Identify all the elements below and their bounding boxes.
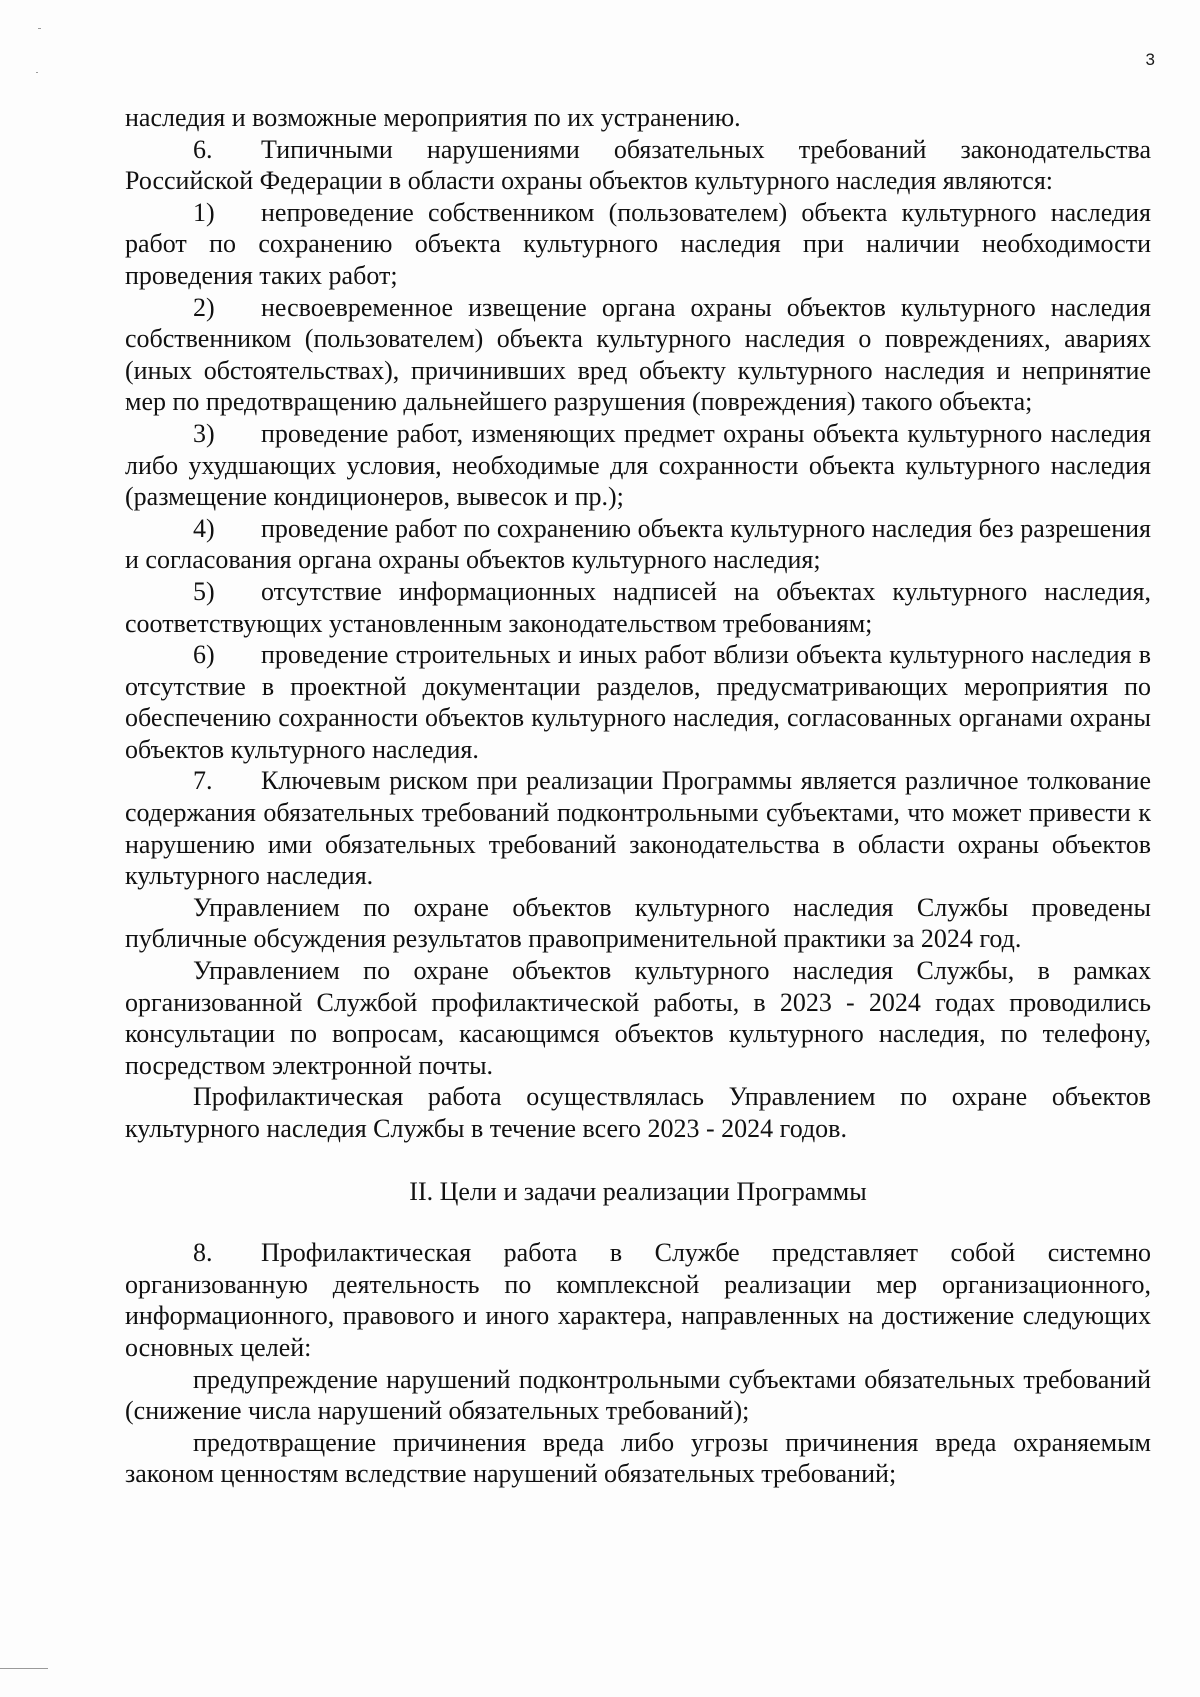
numbered-paragraph [125, 513, 1151, 576]
numbered-paragraph [125, 418, 1151, 513]
numbered-paragraph [125, 134, 1151, 197]
paragraph-number: 2) [193, 292, 215, 322]
paragraph [125, 102, 1151, 134]
paragraph-number: 4) [193, 513, 215, 543]
paragraph-text: Профилактическая работа в Службе представляет собой системно организованную деятельность по комплексной реализации мер организационного, информационного, правового и иного характера, направленных на достижение следующих основных целей: [125, 1238, 1151, 1362]
paragraph-text: Типичными нарушениями обязательных требований законодательства Российской Федерации в области охраны объектов культурного наследия являются: [125, 134, 1151, 196]
paragraph-text: Профилактическая работа осуществлялась Управлением по охране объектов культурного наследия Службы в течение всего 2023 - 2024 годов. [125, 1082, 1151, 1143]
scan-speck [36, 72, 38, 73]
paragraph-text: Управлением по охране объектов культурного наследия Службы проведены публичные обсуждения результатов правоприменительной практики за 2024 год. [125, 892, 1151, 954]
paragraph [125, 1364, 1151, 1427]
paragraphs-after-block [125, 1237, 1151, 1490]
paragraph [125, 1427, 1151, 1490]
paragraph [125, 1081, 1151, 1144]
paragraphs-block [125, 102, 1151, 1145]
numbered-paragraph [125, 639, 1151, 765]
paragraph-text: Ключевым риском при реализации Программы является различное толкование содержания обязательных требований подконтрольными субъектами, что может привести к нарушению ими обязательных требований законодательства в области охраны объектов культурного наследия. [125, 766, 1151, 891]
paragraph-text: непроведение собственником (пользователем) объекта культурного наследия работ по сохранению объекта культурного наследия при наличии необходимости проведения таких работ; [125, 197, 1151, 290]
paragraph [125, 955, 1151, 1081]
numbered-paragraph [125, 576, 1151, 639]
numbered-paragraph [125, 1237, 1151, 1363]
paragraph-text: наследия и возможные мероприятия по их устранению. [125, 103, 741, 132]
section-heading: II. Цели и задачи реализации Программы [409, 1176, 867, 1206]
numbered-paragraph [125, 292, 1151, 418]
numbered-paragraph [125, 197, 1151, 292]
paragraph-number: 1) [193, 197, 215, 227]
paragraph-text: проведение работ по сохранению объекта культурного наследия без разрешения и согласования органа охраны объектов культурного наследия; [125, 513, 1151, 575]
paragraph-text: предупреждение нарушений подконтрольными субъектами обязательных требований (снижение числа нарушений обязательных требований); [125, 1364, 1151, 1426]
paragraph-text: проведение работ, изменяющих предмет охраны объекта культурного наследия либо ухудшающих условия, необходимые для сохранности объекта культурного наследия (размещение кондиционеров, вывесок и пр.); [125, 418, 1151, 512]
paragraph-number: 7. [193, 766, 213, 796]
paragraph-number: 3) [193, 418, 215, 448]
paragraph-number: 8. [193, 1238, 213, 1268]
paragraph-number: 6. [193, 134, 213, 164]
paragraph-text: Управлением по охране объектов культурного наследия Службы, в рамках организованной Службой профилактической работы, в 2023 - 2024 годах проводились консультации по вопросам, касающимся объектов культурного наследия, по телефону, посредством электронной почты. [125, 956, 1151, 1080]
page-number: 3 [1145, 50, 1155, 69]
paragraph-number: 5) [193, 576, 215, 606]
scan-speck [38, 28, 41, 29]
paragraph-number: 6) [193, 640, 215, 670]
numbered-paragraph [125, 765, 1151, 891]
scan-edge-line [0, 1668, 48, 1669]
paragraph-text: несвоевременное извещение органа охраны объектов культурного наследия собственником (пользователем) объекта культурного наследия о повреждениях, авариях (иных обстоятельствах), причинивших вред объекту культурного наследия и непринятие мер по предотвращению дальнейшего разрушения (повреждения) такого объекта; [125, 292, 1151, 417]
document-body [125, 102, 1151, 1490]
paragraph [125, 892, 1151, 955]
paragraph-text: проведение строительных и иных работ вблизи объекта культурного наследия в отсутствие в проектной документации разделов, предусматривающих мероприятия по обеспечению сохранности объектов культурного наследия, согласованных органами охраны объектов культурного наследия. [125, 640, 1151, 764]
paragraph-text: отсутствие информационных надписей на объектах культурного наследия, соответствующих установленным законодательством требованиям; [125, 576, 1151, 638]
paragraph-text: предотвращение причинения вреда либо угрозы причинения вреда охраняемым законом ценностям вследствие нарушений обязательных требований; [125, 1427, 1151, 1489]
